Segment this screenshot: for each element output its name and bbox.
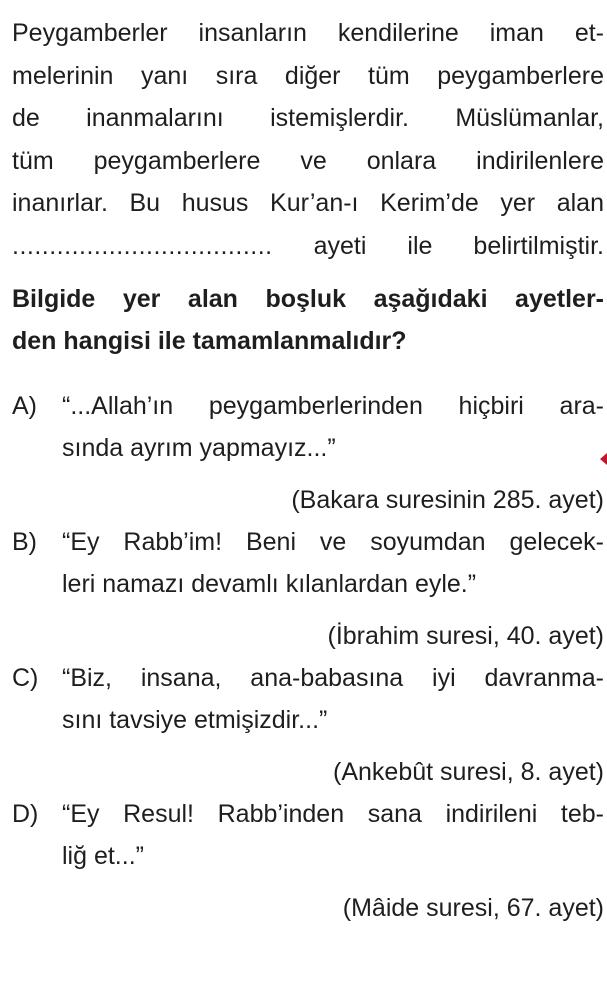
option-text-line: “Biz, insana, ana-babasına iyi davranma- [62, 663, 604, 692]
passage-paragraph [12, 0, 604, 268]
question-line: den hangisi ile tamamlanmalıdır? [12, 327, 407, 356]
option-a[interactable] [12, 385, 604, 521]
option-text-line: sını tavsiye etmişizdir...” [62, 705, 328, 734]
option-reference: (Bakara suresinin 285. ayet) [291, 485, 604, 514]
option-text-line: “Ey Resul! Rabb’inden sana indirileni teb- [62, 799, 604, 828]
option-reference: (İbrahim suresi, 40. ayet) [327, 621, 604, 650]
passage-line-end: ayeti ile belirtilmiştir. [313, 231, 604, 260]
fill-in-blank: ................................... [12, 231, 273, 260]
option-d[interactable] [12, 793, 604, 929]
option-c[interactable] [12, 657, 604, 793]
option-text-line: “Ey Rabb’im! Beni ve soyumdan gelecek- [62, 527, 604, 556]
question-line: Bilgide yer alan boşluk aşağıdaki ayetler- [12, 284, 604, 313]
option-letter: A) [12, 391, 37, 420]
question-page [12, 0, 604, 929]
page-edge-marker-icon [600, 453, 607, 465]
option-letter: D) [12, 799, 39, 828]
passage-line: melerinin yanı sıra diğer tüm peygamberlere [12, 61, 604, 90]
option-b[interactable] [12, 521, 604, 657]
option-reference: (Mâide suresi, 67. ayet) [342, 893, 604, 922]
question-stem [12, 268, 604, 363]
passage-last-line [12, 225, 604, 268]
passage-line: de inanmalarını istemişlerdir. Müslümanlar, [12, 104, 604, 133]
option-reference: (Ankebût suresi, 8. ayet) [333, 757, 604, 786]
option-letter: C) [12, 663, 39, 692]
option-text-line: leri namazı devamlı kılanlardan eyle.” [62, 569, 477, 598]
option-text-line: sında ayrım yapmayız...” [62, 433, 336, 462]
passage-line: tüm peygamberlere ve onlara indirilenlere [12, 146, 604, 175]
answer-options [12, 385, 604, 929]
passage-line: Peygamberler insanların kendilerine iman et- [12, 19, 604, 47]
option-text-line: “...Allah’ın peygamberlerinden hiçbiri ara- [62, 391, 604, 420]
option-text-line: liğ et...” [62, 841, 144, 870]
option-letter: B) [12, 527, 37, 556]
passage-line: inanırlar. Bu husus Kur’an-ı Kerim’de yer alan [12, 189, 604, 218]
